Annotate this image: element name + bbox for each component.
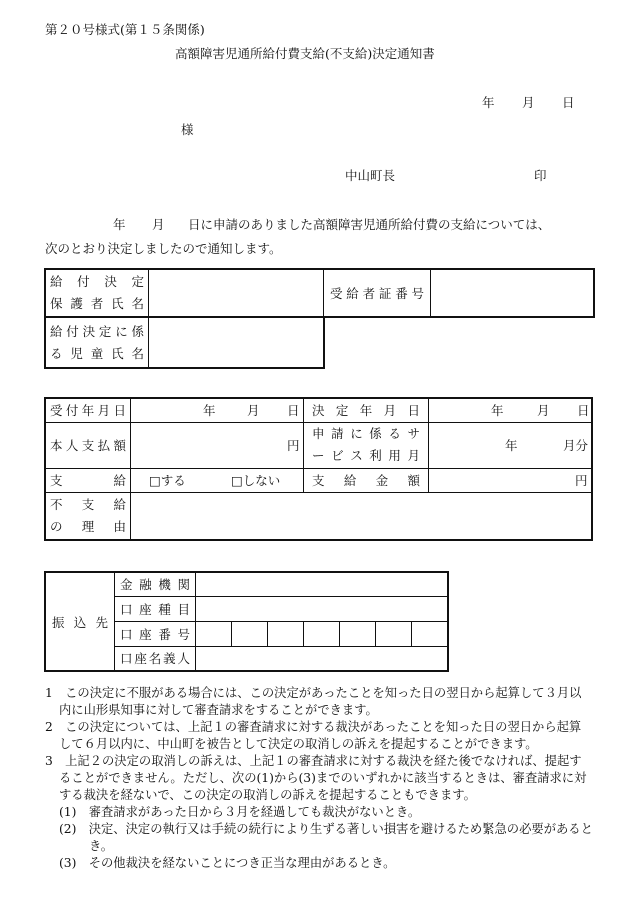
date-month: 月 — [522, 95, 535, 110]
certificate-number-field[interactable] — [431, 269, 595, 317]
document-title: 高額障害児通所給付費支給(不支給)決定通知書 — [175, 46, 435, 61]
intro-line1: 日に申請のありました高額障害児通所給付費の支給については、 — [188, 217, 551, 232]
decision-table — [44, 397, 593, 541]
account-number-label: 口座番号 — [115, 621, 196, 646]
intro-year: 年 — [113, 217, 126, 232]
date-year: 年 — [482, 95, 495, 110]
recipient-honorific: 様 — [181, 122, 194, 137]
payment-amount-field[interactable]: 円 — [429, 468, 593, 492]
payment-amount-label: 支給金額 — [304, 468, 429, 492]
account-type-field[interactable] — [196, 596, 449, 621]
account-digit-7[interactable] — [412, 621, 449, 646]
bank-name-label: 金融機関 — [115, 572, 196, 596]
guardian-name-label: 給付決定 保護者氏名 — [45, 269, 149, 317]
account-digit-3[interactable] — [268, 621, 304, 646]
seal-mark: 印 — [534, 168, 547, 183]
child-table — [44, 316, 325, 369]
self-pay-field[interactable]: 円 — [131, 422, 304, 468]
intro-line2: 次のとおり決定しましたので通知します。 — [45, 241, 282, 256]
intro-month: 月 — [152, 217, 165, 232]
payment-options — [131, 468, 304, 492]
payment-label: 支 給 — [45, 468, 131, 492]
account-holder-label: 口座名義人 — [115, 646, 196, 671]
date-day: 日 — [562, 95, 575, 110]
bank-name-field[interactable] — [196, 572, 449, 596]
bank-transfer-table — [44, 571, 449, 672]
account-holder-field[interactable] — [196, 646, 449, 671]
self-pay-label: 本人支払額 — [45, 422, 131, 468]
note-3-item-2: (2) 決定、決定の執行又は手続の続行により生ずる著しい損害を避けるため緊急の必要があるとき。 — [59, 822, 593, 853]
service-month-label: 申請に係るサ ービス利用月 — [304, 422, 429, 468]
non-payment-reason-label: 不支給 の理由 — [45, 492, 131, 540]
decision-date-label: 決定年月日 — [304, 398, 429, 422]
transfer-destination-label: 振込先 — [45, 572, 115, 671]
account-digit-2[interactable] — [232, 621, 268, 646]
issuer-name: 中山町長 — [345, 168, 396, 183]
received-date-label: 受付年月日 — [45, 398, 131, 422]
notes-section — [45, 685, 593, 872]
note-3-item-1: (1) 審査請求があった日から３月を経過しても裁決がないとき。 — [59, 805, 421, 819]
child-name-field[interactable] — [149, 317, 325, 368]
pay-yes-checkbox[interactable]: □する — [149, 472, 186, 488]
received-date-field[interactable]: 年 月 日 — [131, 398, 304, 422]
guardian-name-field[interactable] — [149, 269, 324, 317]
child-name-label: 給付決定に係 る児童氏名 — [45, 317, 149, 368]
account-digit-1[interactable] — [196, 621, 232, 646]
decision-date-field[interactable]: 年 月 日 — [429, 398, 593, 422]
account-digit-4[interactable] — [304, 621, 340, 646]
account-type-label: 口座種目 — [115, 596, 196, 621]
account-digit-5[interactable] — [340, 621, 376, 646]
note-2: 2 この決定については、上記１の審査請求に対する裁決があったことを知った日の翌日から起算して６月以内に、中山町を被告として決定の取消しの訴えを提起することができます。 — [45, 720, 582, 751]
note-1: 1 この決定に不服がある場合には、この決定があったことを知った日の翌日から起算して３月以内に山形県知事に対して審査請求をすることができます。 — [45, 686, 582, 717]
form-number: 第２０号様式(第１５条関係) — [45, 22, 205, 37]
service-month-field[interactable]: 年 月分 — [429, 422, 593, 468]
non-payment-reason-field[interactable] — [131, 492, 593, 540]
account-digit-6[interactable] — [376, 621, 412, 646]
recipient-table — [44, 268, 595, 318]
note-3-item-3: (3) その他裁決を経ないことにつき正当な理由があるとき。 — [59, 856, 396, 870]
pay-no-checkbox[interactable]: □しない — [231, 472, 281, 488]
certificate-number-label: 受給者証番号 — [324, 269, 431, 317]
note-3: 3 上記２の決定の取消しの訴えは、上記１の審査請求に対する裁決を経た後でなければ、提起することができません。ただし、次の(1)から(3)までのいずれかに該当するときは、審査請求に対する裁決を経ないで、この決定の取消しの訴えを提起することもできます。 — [45, 754, 587, 802]
